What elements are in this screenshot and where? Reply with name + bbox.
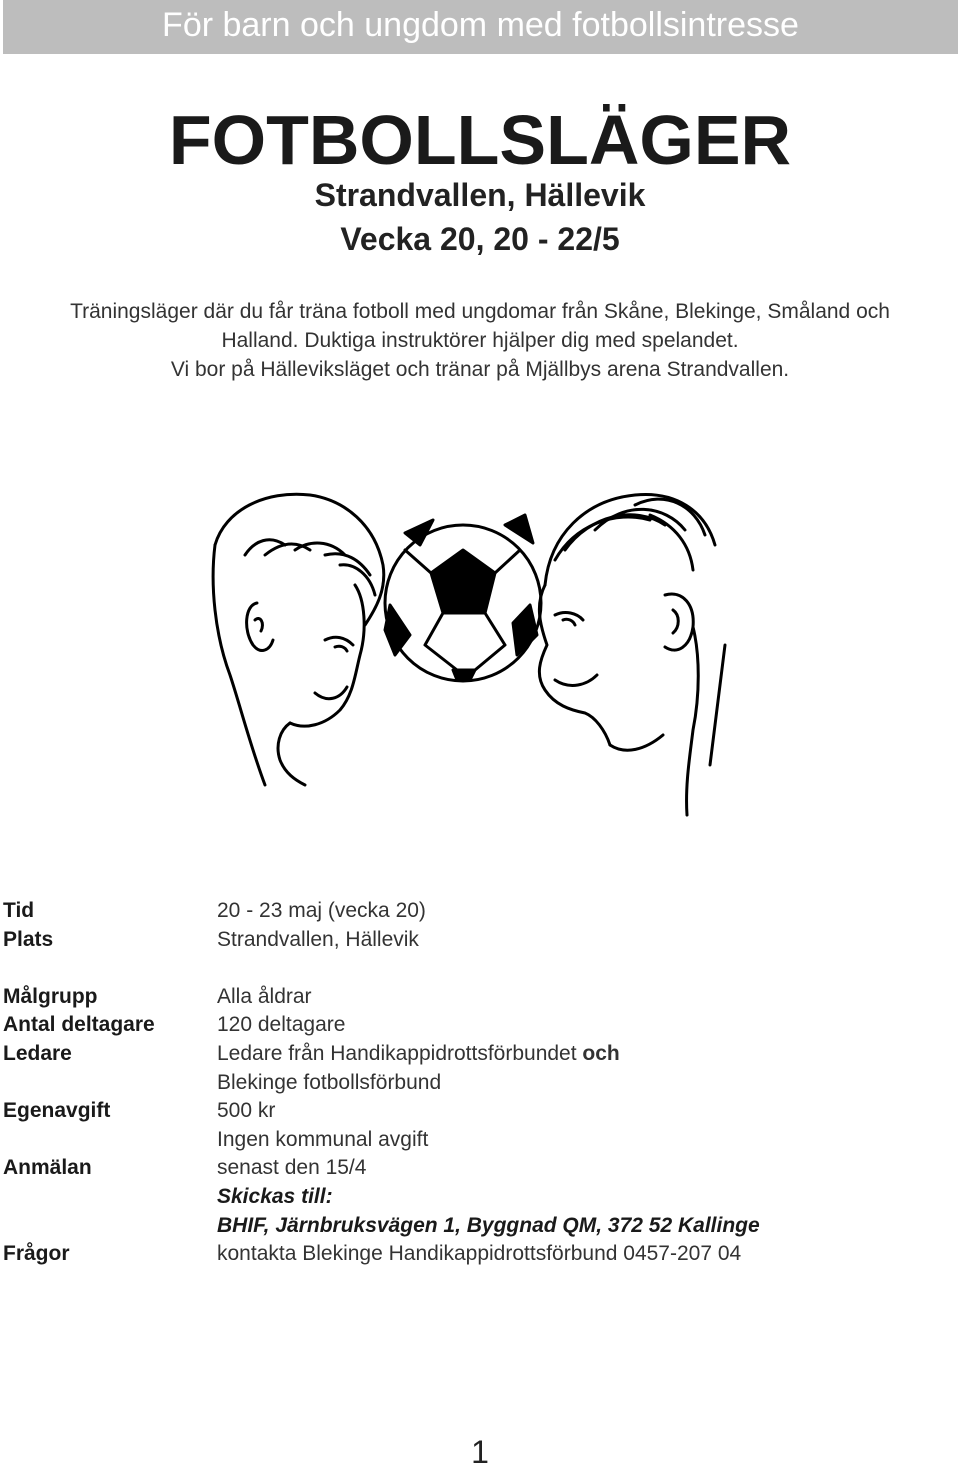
top-banner [3, 0, 958, 54]
detail-value: senast den 15/4 [217, 1156, 367, 1180]
detail-value: Alla åldrar [217, 984, 312, 1008]
detail-row-anmalan-cont [3, 1183, 903, 1212]
detail-label-empty [3, 1126, 217, 1155]
detail-label: Egenavgift [3, 1099, 111, 1123]
page-title: FOTBOLLSLÄGER [168, 101, 792, 179]
intro-paragraph [0, 297, 960, 384]
soccer-ball-drawing [385, 515, 541, 681]
detail-value [217, 1040, 620, 1069]
detail-row-fragor [3, 1240, 903, 1269]
event-details [3, 897, 903, 1269]
detail-row-tid [3, 897, 903, 926]
detail-value: Skickas till: [217, 1184, 333, 1208]
detail-label: Plats [3, 927, 54, 951]
man-head-drawing [539, 494, 725, 815]
intro-line: Vi bor på Hälleviksläget och tränar på Mjällbys arena Strandvallen. [170, 358, 790, 381]
detail-label: Ledare [3, 1041, 72, 1065]
detail-row-anmalan-address [3, 1212, 903, 1241]
detail-value-text: Ledare från Handikappidrottsförbundet [217, 1041, 583, 1065]
detail-value: Blekinge fotbollsförbund [217, 1070, 442, 1094]
detail-row-ledare [3, 1040, 903, 1069]
page-number: 1 [471, 1434, 489, 1470]
detail-value: BHIF, Järnbruksvägen 1, Byggnad QM, 372 52 Kallinge [217, 1213, 760, 1237]
heading-ball-illustration [195, 455, 795, 835]
detail-value: kontakta Blekinge Handikappidrottsförbund 0457-207 04 [217, 1242, 742, 1266]
detail-row-antal [3, 1011, 903, 1040]
detail-row-plats [3, 926, 903, 955]
spacer [3, 954, 903, 983]
detail-row-malgrupp [3, 983, 903, 1012]
detail-label: Antal deltagare [3, 1013, 155, 1037]
detail-label: Anmälan [3, 1156, 92, 1180]
detail-label-empty [3, 1212, 217, 1241]
detail-label-empty [3, 1069, 217, 1098]
detail-row-ledare-cont [3, 1069, 903, 1098]
detail-value: 120 deltagare [217, 1013, 346, 1037]
detail-value: Strandvallen, Hällevik [217, 927, 419, 951]
detail-row-egenavgift [3, 1097, 903, 1126]
boy-head-drawing [213, 494, 384, 785]
detail-value: 500 kr [217, 1099, 276, 1123]
intro-line: Träningsläger där du får träna fotboll med ungdomar från Skåne, Blekinge, Småland och [70, 300, 890, 323]
detail-row-anmalan [3, 1154, 903, 1183]
detail-label-empty [3, 1183, 217, 1212]
detail-row-egenavgift-cont [3, 1126, 903, 1155]
detail-value-emphasis: och [582, 1041, 620, 1065]
date-subtitle: Vecka 20, 20 - 22/5 [340, 221, 620, 257]
detail-label: Målgrupp [3, 984, 98, 1008]
detail-value: 20 - 23 maj (vecka 20) [217, 899, 426, 922]
detail-label: Frågor [3, 1242, 70, 1266]
detail-value: Ingen kommunal avgift [217, 1127, 429, 1151]
banner-text: För barn och ungdom med fotbollsintresse [162, 6, 799, 44]
location-subtitle: Strandvallen, Hällevik [314, 177, 646, 213]
intro-line: Halland. Duktiga instruktörer hjälper dig med spelandet. [221, 329, 739, 352]
detail-label: Tid [3, 899, 35, 922]
